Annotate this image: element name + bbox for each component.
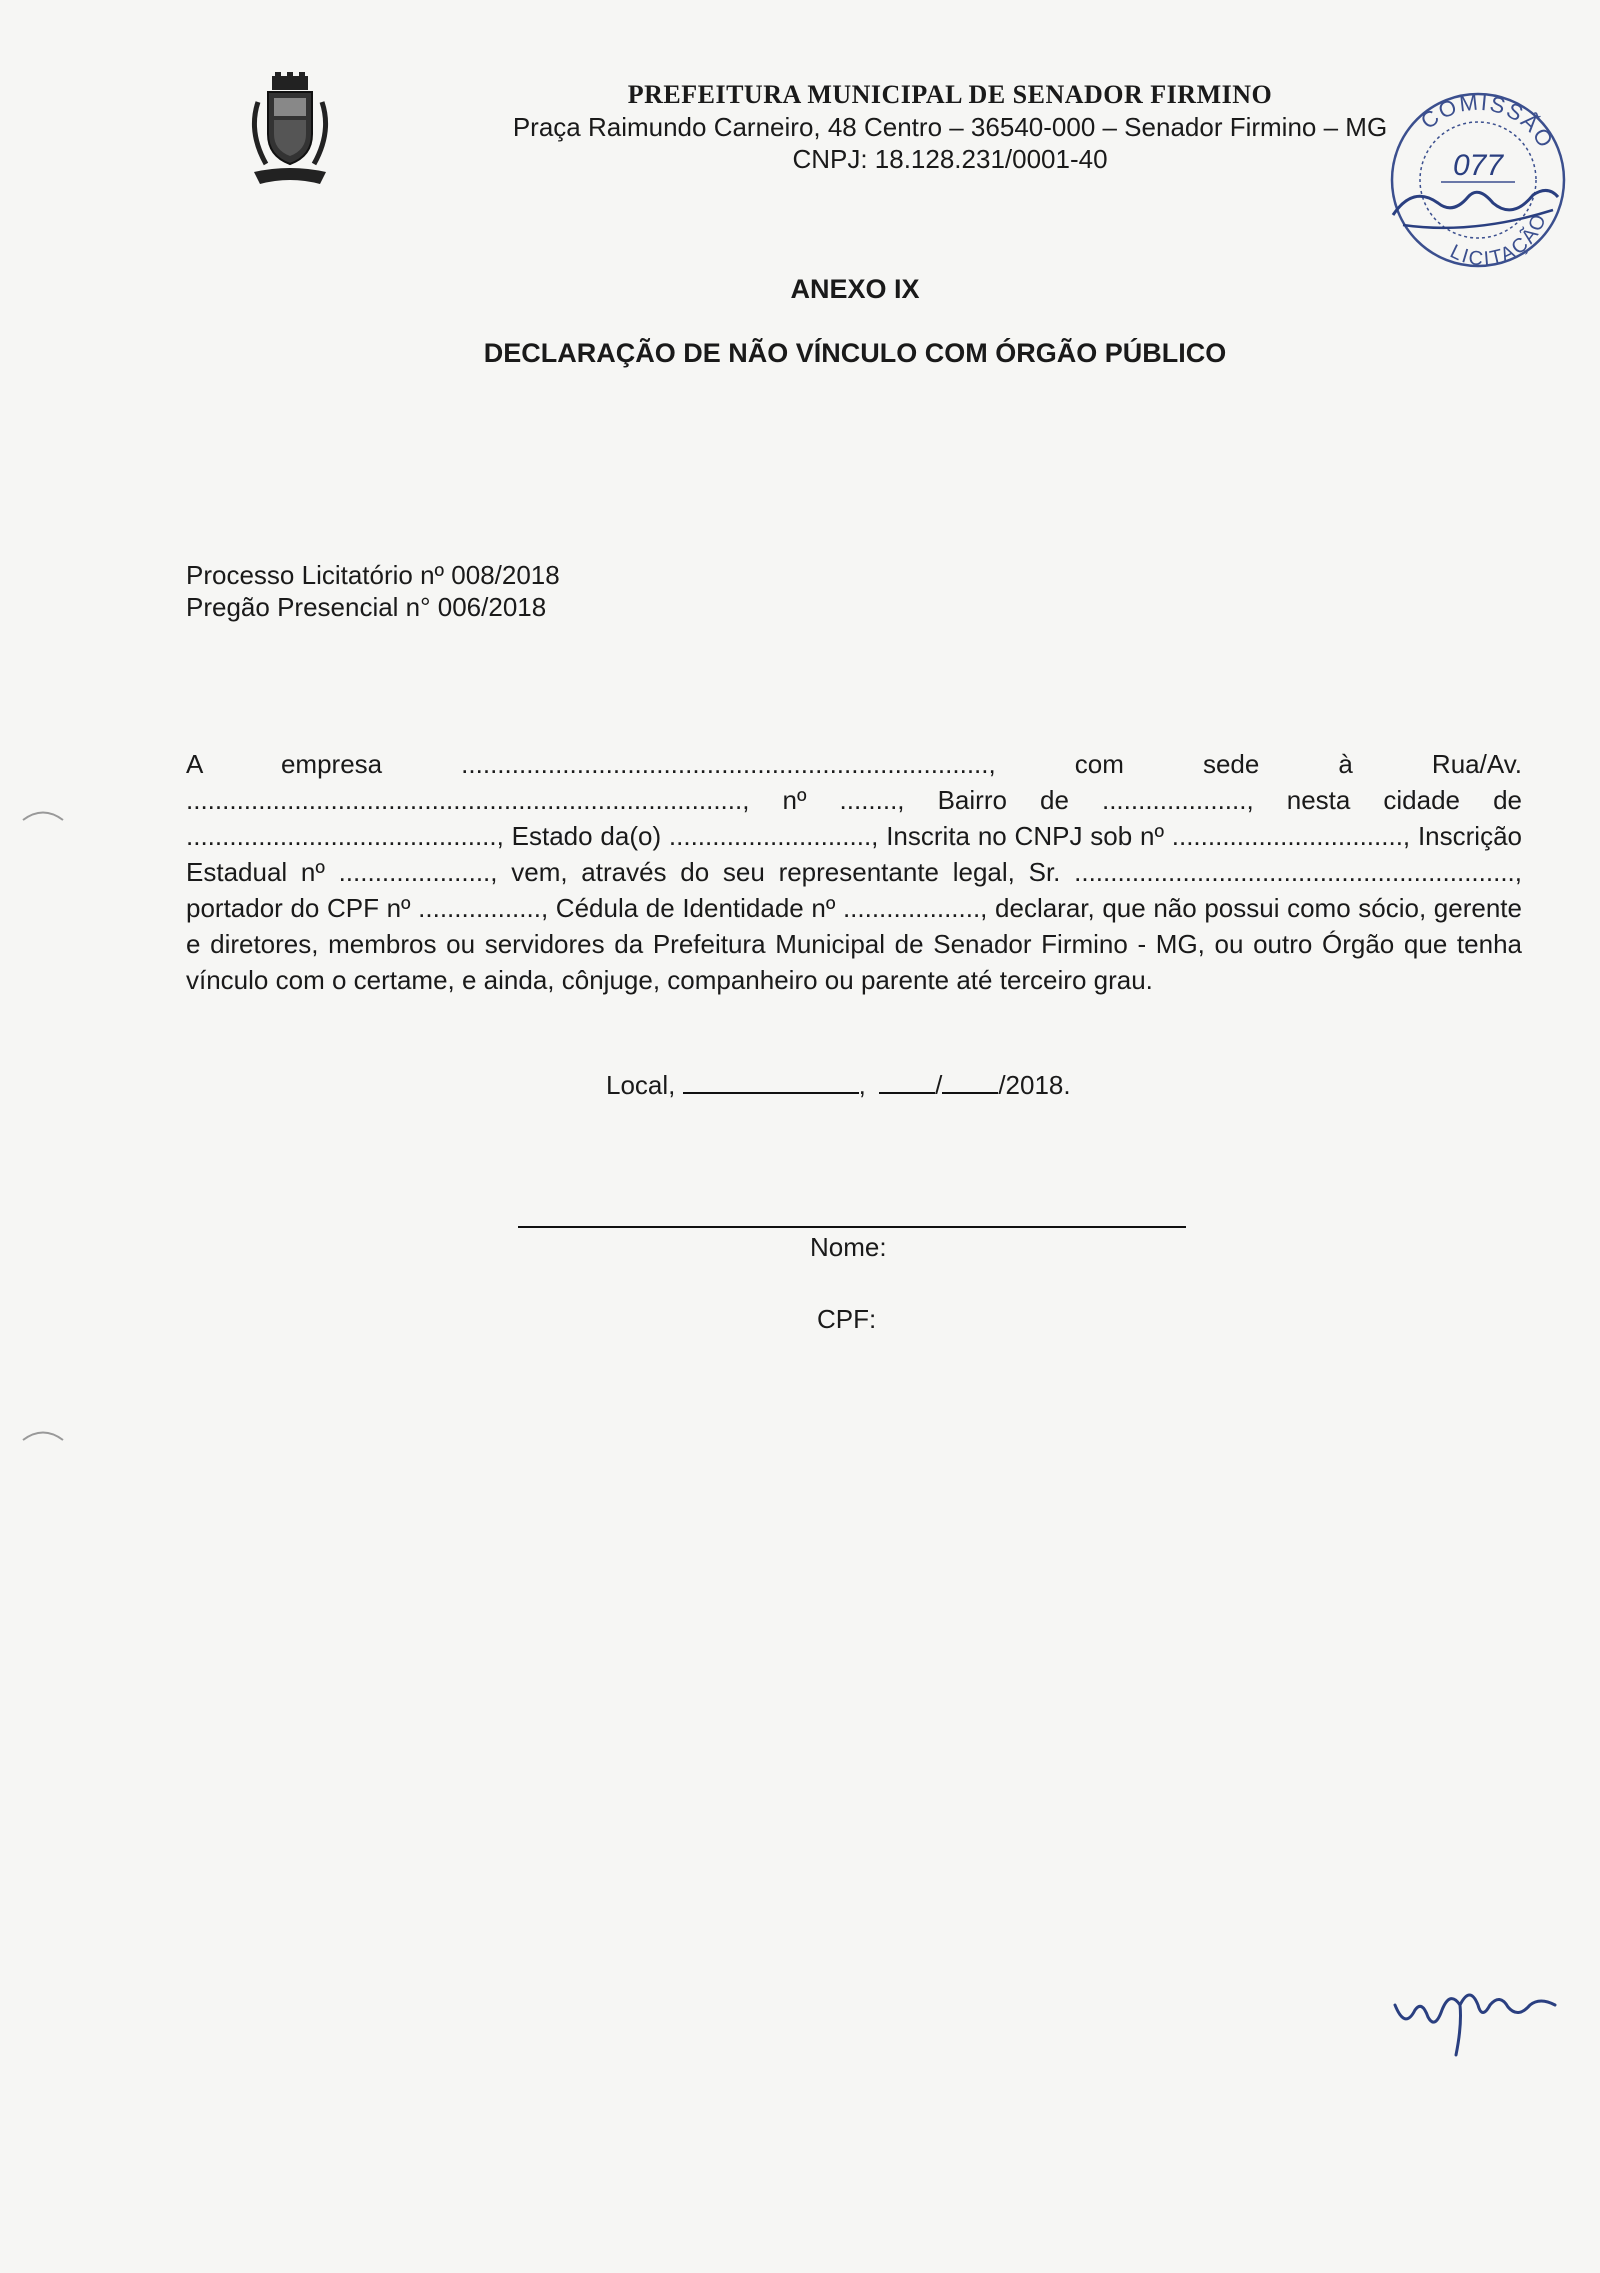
svg-text:LICITAÇÃO: [1447, 210, 1552, 271]
local-blank: [683, 1066, 859, 1094]
svg-text:COMISSÃO: [1416, 89, 1559, 153]
date-comma: ,: [858, 1070, 866, 1100]
scan-mark-icon: [18, 800, 68, 840]
day-blank: [879, 1066, 935, 1094]
signature-line: [518, 1226, 1186, 1228]
annex-label: ANEXO IX: [790, 274, 920, 304]
header-title: PREFEITURA MUNICIPAL DE SENADOR FIRMINO: [627, 80, 1273, 109]
header-address: Praça Raimundo Carneiro, 48 Centro – 36540-000 – Senador Firmino – MG: [512, 112, 1388, 142]
coat-of-arms-icon: [240, 72, 340, 192]
process-licitatorio: Processo Licitatório nº 008/2018: [186, 560, 560, 590]
scan-mark-icon: [18, 1420, 68, 1460]
stamp-top-text: COMISSÃO: [1415, 89, 1560, 154]
header-cnpj: CNPJ: 18.128.231/0001-40: [792, 144, 1108, 174]
declaration-paragraph: A empresa ........................................................................., com sede à Rua/Av. ............................................................................., nº ........, Bairro de ...................., nesta cidade de ..........................................., Estado da(o) ............................, Inscrita no CNPJ sob nº ................................, Inscrição Estadual nº ....................., vem, através do seu representante legal, Sr. ............................................................., portador do CPF nº ................., Cédula de Identidade nº ..................., declarar, que não possui como sócio, gerente e diretores, membros ou servidores da Prefeitura Municipal de Senador Firmino - MG, ou outro Órgão que tenha vínculo com o certame, e ainda, cônjuge, companheiro ou parente até terceiro grau.: [186, 749, 1522, 995]
commission-stamp: [1383, 85, 1573, 275]
stamp-bottom-text: LICITAÇÃO: [1446, 209, 1552, 271]
document-title: DECLARAÇÃO DE NÃO VÍNCULO COM ÓRGÃO PÚBLICO: [483, 338, 1227, 368]
date-year: /2018.: [998, 1070, 1071, 1100]
date-line: [606, 1066, 1071, 1101]
date-slash: /: [935, 1070, 943, 1100]
stamp-number: 077: [1452, 149, 1504, 182]
pregao-presencial: Pregão Presencial n° 006/2018: [186, 592, 547, 622]
local-label: Local,: [606, 1070, 676, 1100]
rubric-signature-icon: [1390, 1975, 1560, 2070]
signature-name-label: Nome:: [810, 1232, 887, 1262]
signature-cpf-label: CPF:: [817, 1304, 877, 1334]
month-blank: [942, 1066, 998, 1094]
